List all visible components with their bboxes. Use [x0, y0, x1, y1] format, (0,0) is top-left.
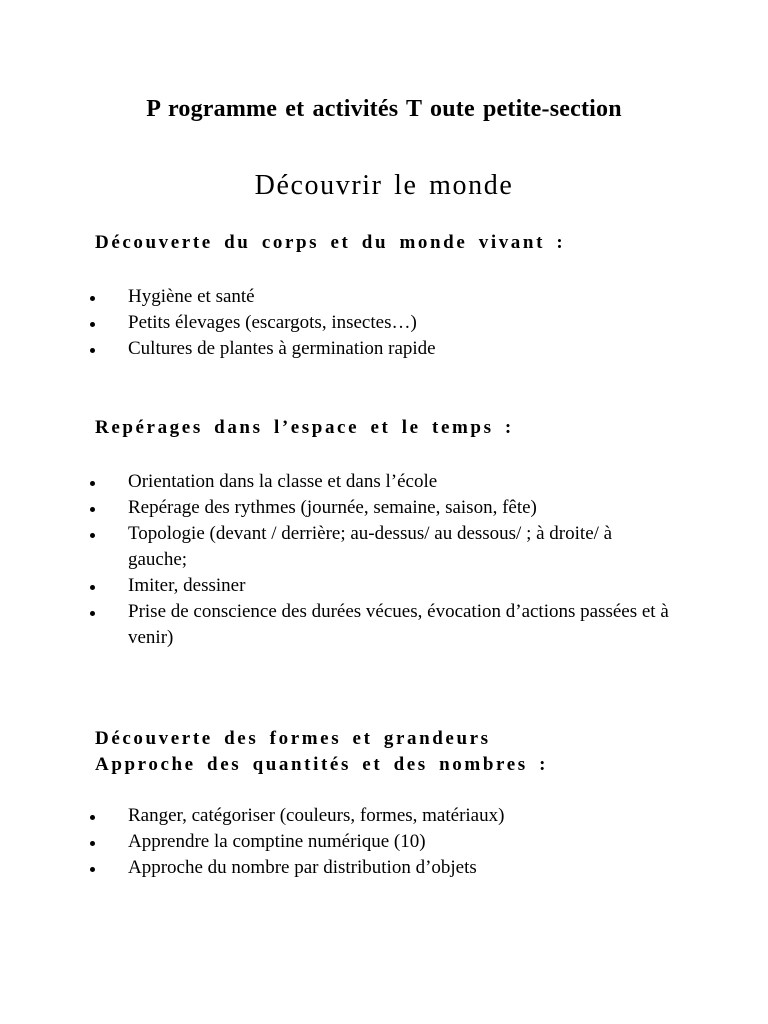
- list-item-text: Prise de conscience des durées vécues, évocation d’actions passées et à venir): [128, 601, 669, 648]
- document-subtitle: Découvrir le monde: [254, 170, 514, 201]
- list-item: [90, 310, 690, 336]
- list-item: [90, 573, 690, 599]
- section-heading-space-and-time: Repérages dans l’espace et le temps :: [95, 417, 514, 438]
- bullet-icon: [90, 481, 95, 486]
- section-list-forms-and-numbers: [90, 803, 690, 881]
- bullet-icon: [90, 322, 95, 327]
- list-item-text: Repérage des rythmes (journée, semaine, saison, fête): [128, 497, 537, 518]
- list-item-text: Topologie (devant / derrière; au-dessus/ au dessous/ ; à droite/ à gauche;: [128, 523, 613, 570]
- bullet-icon: [90, 841, 95, 846]
- list-item-text: Petits élevages (escargots, insectes…): [128, 312, 417, 333]
- bullet-icon: [90, 507, 95, 512]
- bullet-icon: [90, 585, 95, 590]
- section-heading-forms-and-sizes: Découverte des formes et grandeurs: [95, 728, 491, 749]
- bullet-icon: [90, 815, 95, 820]
- bullet-icon: [90, 348, 95, 353]
- document-title: P rogramme et activités T oute petite-section: [146, 96, 622, 122]
- list-item: [90, 829, 690, 855]
- list-item: [90, 284, 690, 310]
- bullet-icon: [90, 533, 95, 538]
- list-item: [90, 803, 690, 829]
- bullet-icon: [90, 611, 95, 616]
- list-item: [90, 336, 690, 362]
- section-heading-quantities-and-numbers: Approche des quantités et des nombres :: [95, 754, 548, 775]
- list-item: [90, 469, 690, 495]
- list-item-text: Approche du nombre par distribution d’objets: [128, 857, 477, 878]
- section-heading-body-and-living-world: Découverte du corps et du monde vivant :: [95, 232, 566, 253]
- list-item: [90, 855, 690, 881]
- list-item: [90, 599, 690, 651]
- list-item: [90, 495, 690, 521]
- bullet-icon: [90, 296, 95, 301]
- list-item: [90, 521, 690, 573]
- list-item-text: Imiter, dessiner: [128, 575, 246, 596]
- section-list-space-and-time: [90, 469, 690, 651]
- bullet-icon: [90, 867, 95, 872]
- list-item-text: Ranger, catégoriser (couleurs, formes, matériaux): [128, 805, 505, 826]
- list-item-text: Hygiène et santé: [128, 286, 255, 307]
- section-list-body-and-living-world: [90, 284, 690, 362]
- list-item-text: Apprendre la comptine numérique (10): [128, 831, 426, 852]
- list-item-text: Orientation dans la classe et dans l’école: [128, 471, 438, 492]
- list-item-text: Cultures de plantes à germination rapide: [128, 338, 436, 359]
